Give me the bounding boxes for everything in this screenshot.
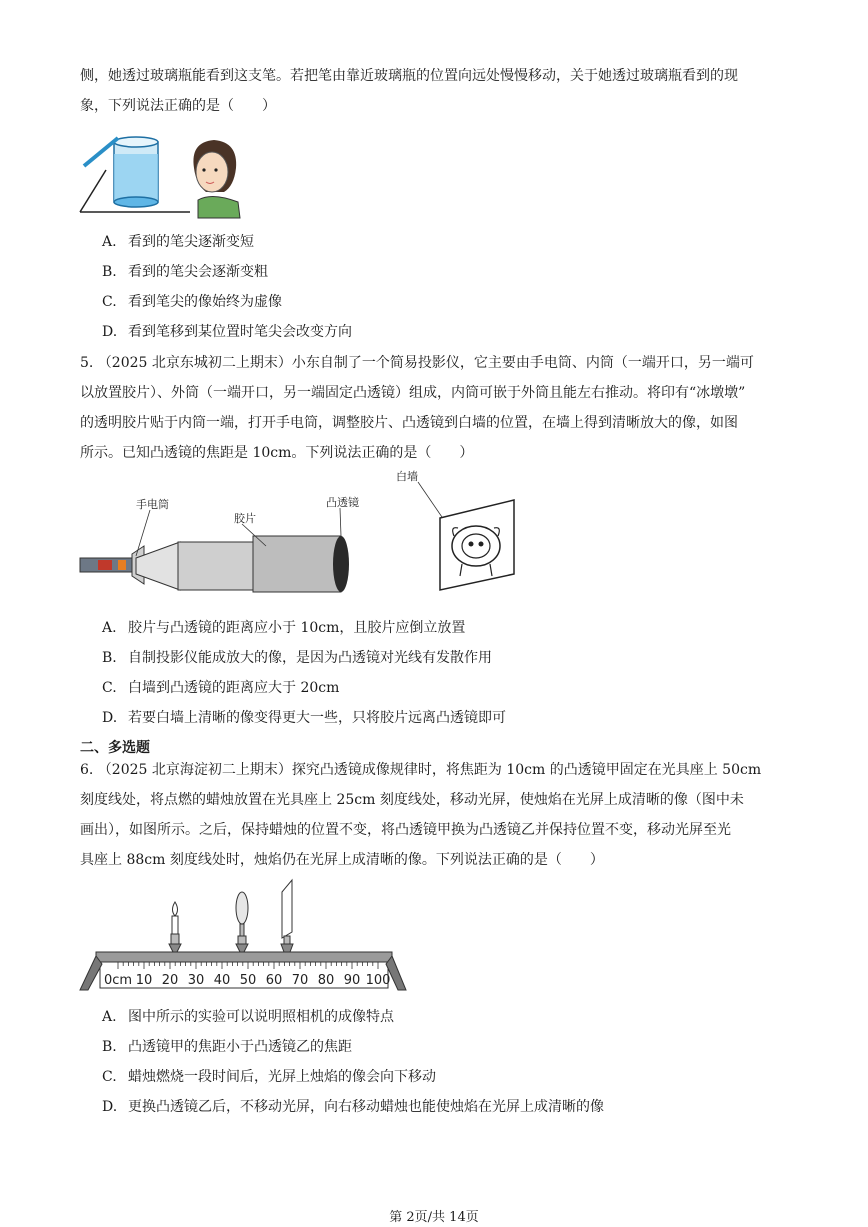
option-text: 若要白墙上清晰的像变得更大一些，只将胶片远离凸透镜即可: [128, 710, 506, 726]
flashlight-icon: [80, 546, 144, 584]
girl-icon: [193, 140, 240, 218]
option-key: D.: [102, 710, 118, 726]
option-text: 图中所示的实验可以说明照相机的成像特点: [128, 1009, 394, 1025]
option-text: 自制投影仪能成放大的像，是因为凸透镜对光线有发散作用: [128, 650, 492, 666]
option-key: D.: [102, 324, 118, 340]
flashlight-label: 手电筒: [136, 498, 169, 511]
q6-option-a[interactable]: [102, 1007, 394, 1027]
q4-option-b[interactable]: [102, 262, 268, 282]
q6-stem-line-2: 刻度线处，将点燃的蜡烛放置在光具座上 25cm 刻度线处，移动光屏，使烛焰在光屏上成清晰的像（图中未: [80, 792, 744, 808]
option-text: 蜡烛燃烧一段时间后，光屏上烛焰的像会向下移动: [128, 1069, 436, 1085]
q5-stem-line-1: 5. （2025 北京东城初二上期末）小东自制了一个简易投影仪，它主要由手电筒、内筒（一端开口，另一端可: [80, 355, 754, 371]
lens-label: 凸透镜: [326, 496, 359, 509]
q5-figure: [78, 470, 528, 610]
ruler-label: 20: [161, 973, 179, 988]
film-label: 胶片: [234, 512, 256, 525]
option-text: 看到的笔尖会逐渐变粗: [128, 264, 268, 280]
ruler-label: 70: [291, 973, 309, 988]
ruler-label: 40: [213, 973, 231, 988]
q6-option-c[interactable]: [102, 1067, 436, 1087]
convex-lens-icon: [236, 892, 248, 952]
candle-icon: [169, 902, 181, 952]
pen-icon: [84, 138, 118, 166]
option-text: 更换凸透镜乙后，不移动光屏，向右移动蜡烛也能使烛焰在光屏上成清晰的像: [128, 1099, 604, 1115]
ruler-label: 30: [187, 973, 205, 988]
option-key: A.: [102, 1009, 117, 1025]
q6-option-d[interactable]: [102, 1097, 604, 1117]
ruler-label: 50: [239, 973, 257, 988]
option-key: C.: [102, 680, 117, 696]
ruler-label: 100: [365, 973, 391, 988]
ruler-label: 10: [135, 973, 153, 988]
option-text: 看到笔移到某位置时笔尖会改变方向: [128, 324, 352, 340]
option-key: B.: [102, 650, 117, 666]
option-text: 白墙到凸透镜的距离应大于 20cm: [128, 680, 340, 696]
q6-option-b[interactable]: [102, 1037, 352, 1057]
wall-label: 白墙: [396, 470, 418, 483]
light-screen-icon: [281, 880, 293, 952]
ruler-labels: [104, 973, 390, 988]
option-key: A.: [102, 620, 117, 636]
option-key: C.: [102, 294, 117, 310]
option-key: C.: [102, 1069, 117, 1085]
option-key: B.: [102, 1039, 117, 1055]
page-number: 第 2页/共 14页: [389, 1210, 479, 1225]
q4-option-c[interactable]: [102, 292, 282, 312]
ruler-label: 80: [317, 973, 335, 988]
section-title: 二、多选题: [80, 740, 150, 756]
option-text: 看到笔尖的像始终为虚像: [128, 294, 282, 310]
q5-stem-line-2: 以放置胶片）、外筒（一端开口，另一端固定凸透镜）组成，内筒可嵌于外筒且能左右推动。将印有“冰墩墩”: [80, 385, 746, 401]
q4-stem-line-2: 象，下列说法正确的是（ ）: [80, 98, 276, 114]
ruler-label: 60: [265, 973, 283, 988]
q5-option-c[interactable]: [102, 678, 339, 698]
q5-option-b[interactable]: [102, 648, 492, 668]
option-text: 看到的笔尖逐渐变短: [128, 234, 254, 250]
ruler-label: 0cm: [104, 973, 133, 988]
q4-option-a[interactable]: [102, 232, 254, 252]
q5-option-d[interactable]: [102, 708, 506, 728]
q5-stem-line-3: 的透明胶片贴于内筒一端，打开手电筒，调整胶片、凸透镜到白墙的位置，在墙上得到清晰放大的像，如图: [80, 415, 738, 431]
q6-stem-line-1: 6. （2025 北京海淀初二上期末）探究凸透镜成像规律时，将焦距为 10cm 的凸透镜甲固定在光具座上 50cm: [80, 762, 762, 778]
ruler-label: 90: [343, 973, 361, 988]
outer-tube: [253, 536, 349, 592]
option-key: D.: [102, 1099, 118, 1115]
q4-option-d[interactable]: [102, 322, 352, 342]
q5-stem-line-4: 所示。已知凸透镜的焦距是 10cm。下列说法正确的是（ ）: [80, 445, 474, 461]
q5-option-a[interactable]: [102, 618, 465, 638]
q4-figure: [78, 128, 253, 220]
option-key: B.: [102, 264, 117, 280]
option-text: 凸透镜甲的焦距小于凸透镜乙的焦距: [128, 1039, 352, 1055]
option-key: A.: [102, 234, 117, 250]
q6-optical-bench-figure: [78, 876, 408, 994]
glass-jar-icon: [114, 137, 158, 207]
option-text: 胶片与凸透镜的距离应小于 10cm，且胶片应倒立放置: [128, 620, 466, 636]
q6-stem-line-4: 具座上 88cm 刻度线处时，烛焰仍在光屏上成清晰的像。下列说法正确的是（ ）: [80, 852, 604, 868]
q6-stem-line-3: 画出），如图所示。之后，保持蜡烛的位置不变，将凸透镜甲换为凸透镜乙并保持位置不变，移动光屏至光: [80, 822, 731, 838]
q4-stem-line-1: 侧，她透过玻璃瓶能看到这支笔。若把笔由靠近玻璃瓶的位置向远处慢慢移动，关于她透过玻璃瓶看到的现: [80, 68, 738, 84]
